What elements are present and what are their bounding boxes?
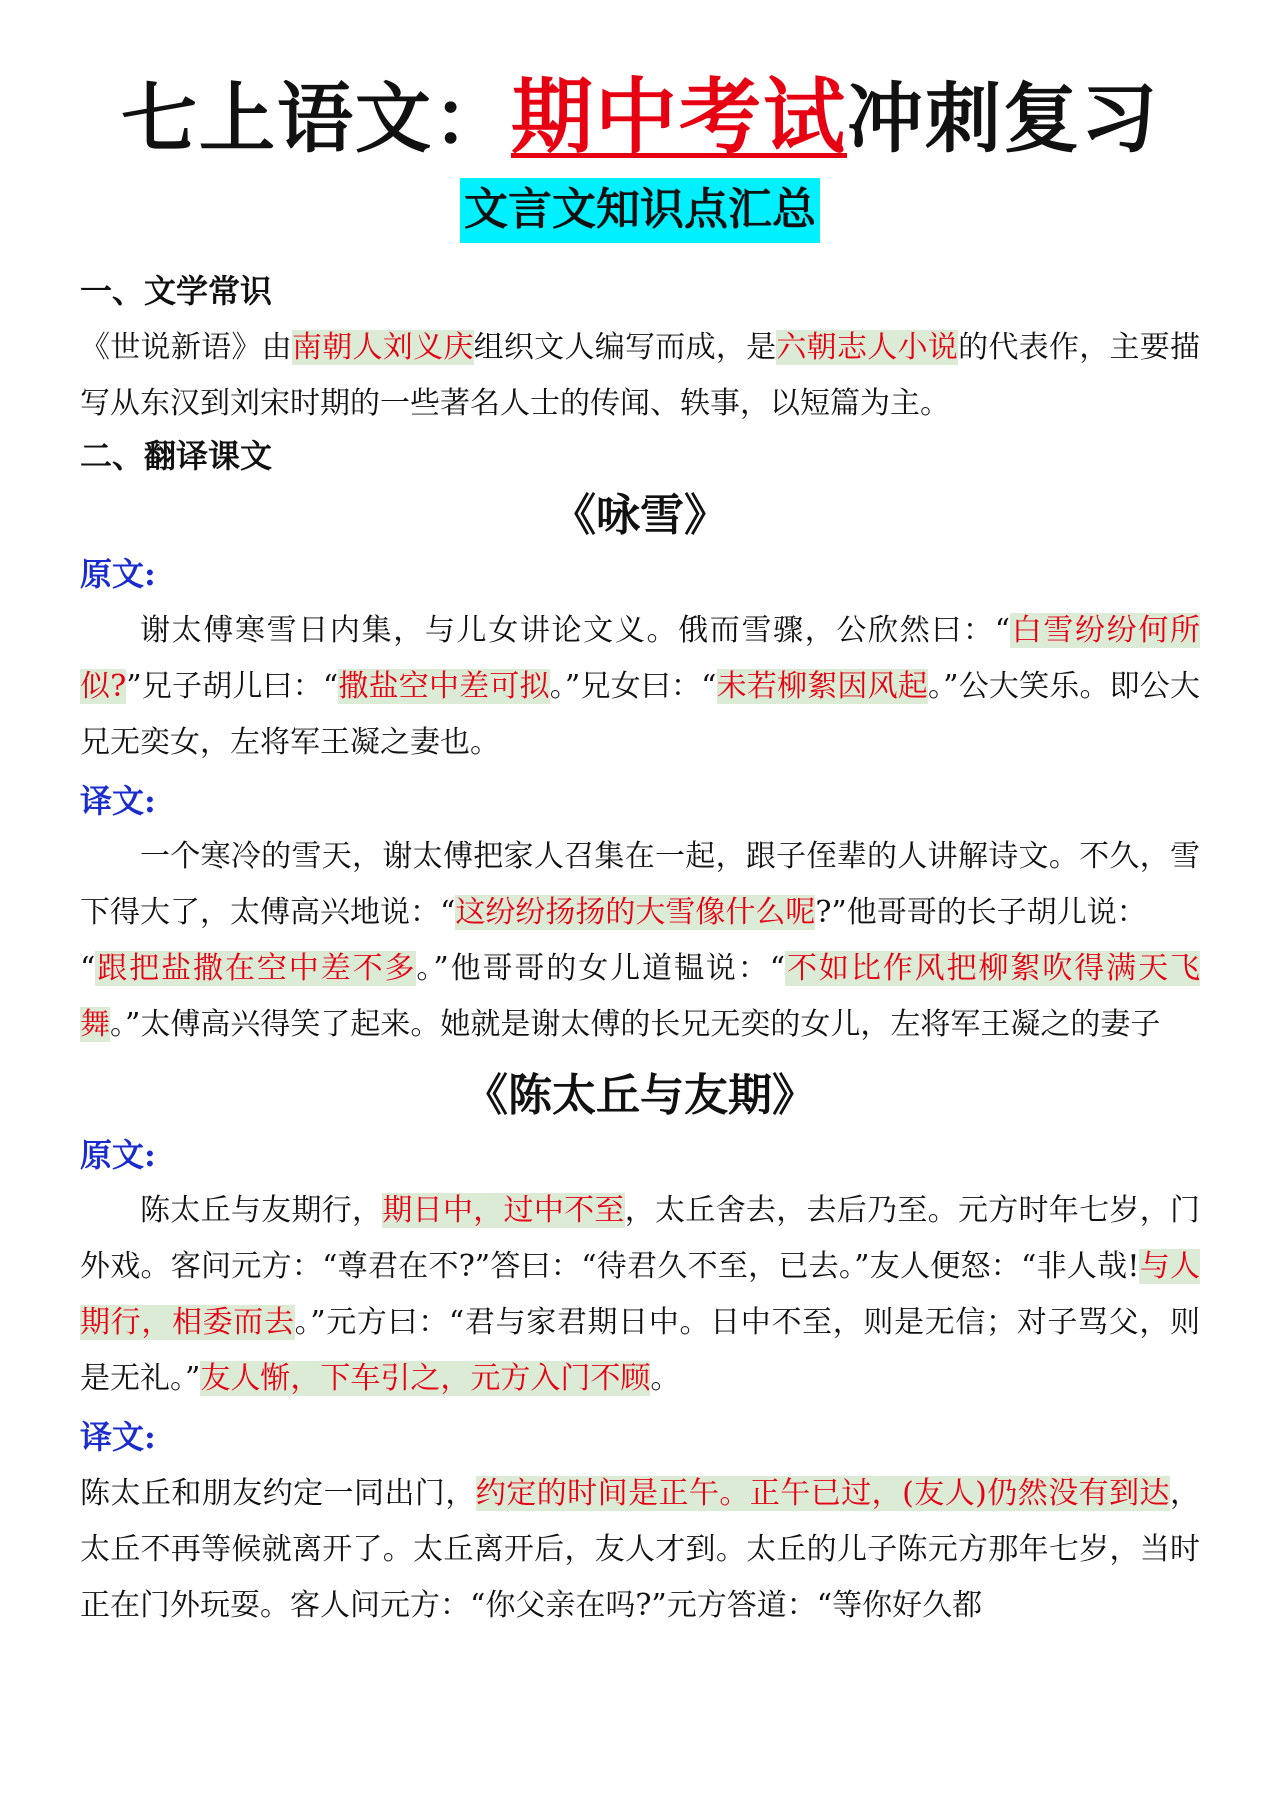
essay1-translation-label: 译文: [80, 781, 156, 820]
title-highlight: 期中考试 [510, 69, 847, 165]
essay1-title: 《咏雪》 [552, 489, 728, 541]
section1-text [80, 320, 1200, 432]
main-title [80, 69, 1200, 165]
highlight-run: 期日中，过中不至 [382, 1193, 625, 1229]
text-run: 。”元方曰：“君与家君期日中。日中不至，则是无信；对子骂父，则是无礼。” [80, 1305, 1200, 1397]
highlight-run: 约定的时间是正午。正午已过，(友人)仍然没有到达 [475, 1476, 1170, 1512]
title-suffix: 冲刺复习 [847, 74, 1159, 163]
highlight-run: 白雪纷纷何所似? [80, 612, 1200, 704]
text-run: 陈太丘与友期行， [140, 1193, 383, 1229]
essay1-translation-b [80, 941, 1200, 1053]
essay2-original-label: 原文: [80, 1135, 156, 1174]
essay1-translation-a [80, 829, 1200, 941]
section2-heading: 二、翻译课文 [80, 436, 273, 475]
text-run: 。”他哥哥的女儿道韫说：“ [416, 951, 786, 987]
text-run: 组织文人编写而成，是 [473, 329, 777, 365]
text-run: ?”他哥哥的长子胡儿说： [815, 895, 1147, 931]
text-run: 谢太傅寒雪日内集，与儿女讲论文义。俄而雪骤，公欣然曰：“ [140, 612, 1011, 648]
text-run: 。”公大笑乐。即公大兄无奕女，左将军王凝之妻也。 [80, 668, 1200, 760]
highlight-run: 不如比作风把柳絮吹得满天飞舞 [80, 951, 1200, 1043]
highlight-run: 撒盐空中差可拟 [338, 668, 550, 704]
text-run: “ [80, 951, 96, 987]
highlight-run: 跟把盐撒在空中差不多 [95, 951, 417, 987]
highlight-run: 南朝人刘义庆 [291, 329, 474, 365]
text-run: 的代表作，主要描写从东汉到刘宋时期的一些著名人士的传闻、轶事，以短篇为主。 [80, 329, 1201, 421]
highlight-run: 未若柳絮因风起 [716, 668, 928, 704]
highlight-run: 友人惭，下车引之，元方入门不顾 [200, 1361, 651, 1397]
text-run: 。 [650, 1361, 681, 1397]
subtitle-wrap [80, 178, 1200, 243]
text-run: 。”太傅高兴得笑了起来。她就是谢太傅的长兄无奕的女儿，左将军王凝之的妻子 [110, 1007, 1161, 1043]
title-prefix: 七上语文： [120, 74, 511, 163]
text-run: 一个寒冷的雪天，谢太傅把家人召集在一起，跟子侄辈的人讲解诗文。不久，雪下得大了，太傅高兴地说：“ [80, 839, 1200, 931]
text-run: ，太丘舍去，去后乃至。元方时年七岁，门外戏。客问元方：“尊君在不?”答曰：“待君久不至，已去。”友人便怒：“非人哉! [80, 1193, 1201, 1285]
text-run: 《世说新语》由 [80, 329, 292, 365]
subtitle: 文言文知识点汇总 [460, 178, 820, 243]
text-run: 陈太丘和朋友约定一同出门， [80, 1476, 476, 1512]
text-run: ，太丘不再等候就离开了。太丘离开后，友人才到。太丘的儿子陈元方那年七岁，当时正在门外玩耍。客人问元方：“你父亲在吗?”元方答道：“等你好久都 [80, 1476, 1200, 1624]
essay1-original [80, 603, 1200, 771]
essay2-translation [80, 1466, 1200, 1634]
highlight-run: 这纷纷扬扬的大雪像什么呢 [455, 895, 816, 931]
highlight-run: 六朝志人小说 [776, 329, 959, 365]
text-run: ”兄子胡儿曰：“ [126, 668, 339, 704]
text-run: 。”兄女曰：“ [549, 668, 717, 704]
essay2-title: 《陈太丘与友期》 [464, 1070, 816, 1122]
section1-heading: 一、文学常识 [80, 271, 273, 310]
essay2-original [80, 1183, 1200, 1407]
essay2-translation-label: 译文: [80, 1418, 156, 1457]
highlight-run: 与人期行，相委而去 [80, 1249, 1201, 1341]
essay1-original-label: 原文: [80, 554, 156, 593]
